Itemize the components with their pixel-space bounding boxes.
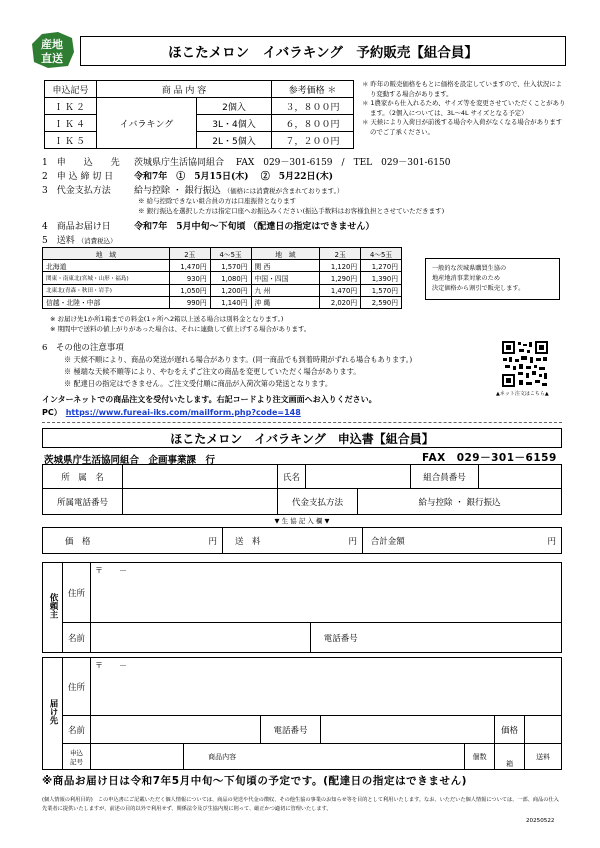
ship-fee-field[interactable]: 送料: [525, 744, 562, 770]
table-row: ＩＫ５ 2L・5個入 ７，２００円: [45, 132, 354, 149]
member-info-table: [42, 464, 562, 489]
price-notes: ＊ 昨年の販売価格をもとに価格を設定していますので、仕入状況により変動する場合があります。 ＊ 1農家から仕入れるため、サイズ等を変更させていただくことがあります。（2個入については、3L〜4L サイズとなる予定） ＊ 天候により入荷日が前後する場合や入荷がなくなる場合がありますのでご了承ください。: [362, 80, 566, 136]
other-heading: 6 その他の注意事項: [42, 343, 124, 353]
requester-phone-label: 電話番号: [311, 623, 371, 653]
section-deadline: 2 申 込 締 切 日 令和7年 ① 5月15日(木) ② 5月22日(木): [42, 172, 334, 182]
form-fax: FAX 029－301－6159: [422, 452, 557, 464]
badge-line2: 直送: [41, 52, 63, 65]
other-notes: 6 その他の注意事項 ※ 天候不順により、商品の発送が遅れる場合があります。(同一商品でも到着時期がずれる場合もあります。) ※ 極端な天候不順等により、やむをえずご注文の商品を変更していただく場合があります。 ※ 配達日の指定はできません。ご注文受付順に商品が入荷次第の発送となります。: [42, 342, 482, 390]
order-code-field[interactable]: [91, 744, 184, 770]
pc-line: PC） https://www.fureai-iks.com/mailform.php?code=148: [42, 408, 301, 417]
cut-line: [42, 422, 562, 423]
section-payment: 3 代金支払方法 給与控除 ・ 銀行振込 （価格には消費税が含まれております。）: [42, 186, 344, 196]
form-title: ほこたメロン イバラキング 申込書【組合員】: [42, 428, 562, 448]
affiliation-field[interactable]: [123, 465, 278, 489]
affiliation-label: 所 属 名: [43, 465, 123, 489]
product-table: [44, 80, 354, 149]
price-label: 価 格: [43, 528, 113, 554]
col-code: 申込記号: [45, 81, 97, 98]
section-delivery: 4 商品お届け日 令和7年 5月中旬〜下旬頃 （配達日の指定はできません）: [42, 222, 375, 232]
document-code: 20250522: [526, 818, 555, 824]
price-field[interactable]: 円: [113, 528, 223, 554]
member-pay-table: [42, 488, 562, 515]
table-row: 信越・北陸・中部 990円 1,140円 沖 縄 2,020円 2,590円: [43, 296, 402, 308]
product-name: イバラキング: [97, 98, 197, 149]
shipping-notes: ※ お届け先1か所1箱までの料金(1ヶ所へ2箱以上送る場合は別料金となります。) ※ 期間中で送料の値上がりがあった場合は、それに連動して値上げする場合があります。: [50, 315, 311, 333]
order-code-label: 申込記号: [63, 744, 91, 770]
address-label: 住所: [63, 563, 91, 623]
recipient-phone-label: 電話番号: [261, 716, 321, 744]
requester-label: 依頼主: [43, 563, 63, 653]
table-row: 北東北(青森・秋田・岩手) 1,050円 1,200円 九 州 1,470円 1,570円: [43, 284, 402, 296]
payment-sub2: ※ 銀行振込を選択した方は指定口座へお振込みください(振込手数料はお客様負担とさせていただきます): [138, 207, 445, 215]
tel-field[interactable]: [123, 489, 278, 515]
shipping-field[interactable]: 円: [273, 528, 363, 554]
name-field[interactable]: [306, 465, 411, 489]
payment-sub1: ※ 給与控除できない組合員の方は口座振替となります: [138, 197, 297, 205]
recipient-address-label: 住所: [63, 658, 91, 716]
total-field[interactable]: 円: [413, 528, 562, 554]
section-applicant: 1 申 込 先 茨城県庁生活協同組合 FAX 029－301-6159 / TEL 029－301-6150: [42, 158, 451, 168]
name-label: 氏名: [278, 465, 306, 489]
page-title: ほこたメロン イバラキング 予約販売【組合員】: [80, 36, 566, 66]
recipient-name-label: 名前: [63, 716, 91, 744]
pay-method-value[interactable]: 給与控除 ・ 銀行振込: [358, 489, 562, 515]
coop-discount-box: 一般的な茨城県購買生協の 地産地消事業対象のため 決定価格から割引で販売します。: [425, 258, 560, 300]
recipient-table: [42, 657, 562, 770]
recipient-name-field[interactable]: [91, 716, 261, 744]
internet-order-note: インターネットでの商品注文を受付いたします。右記コードより注文画面へお入りください。: [42, 395, 377, 404]
section-shipping: 5 送料 （消費税込）: [42, 236, 117, 246]
table-row: 関東・南東北(宮城・山形・福島) 930円 1,080円 中国・四国 1,290円 1,390円: [43, 272, 402, 284]
recipient-label: 届け先: [43, 658, 63, 770]
member-no-field[interactable]: [479, 465, 562, 489]
recipient-phone-field[interactable]: [321, 716, 495, 744]
total-label: 合計金額: [363, 528, 413, 554]
table-row: 北海道 1,470円 1,570円 関 西 1,120円 1,270円: [43, 260, 402, 272]
qr-code[interactable]: [501, 340, 549, 388]
table-row: ＩＫ４ 3L・4個入 ６，８００円: [45, 115, 354, 132]
requester-phone-field[interactable]: [371, 623, 562, 653]
privacy-note: (個人情報の利用目的) この申込書にご記載いただく個人情報については、商品の発送や代金の徴収、その他生協の事業のお知らせ等を目的として利用いたします。なお、いただいた個人情報については、一部、商品の仕入先業者に提供いたしますが、前述の目的以外で利用せず、関係法令及び生協内規に則って、厳正かつ適切に管理いたします。: [42, 797, 559, 812]
member-no-label: 組合員番号: [411, 465, 479, 489]
qr-code-graphic: [501, 340, 549, 388]
product-label: 商品内容: [183, 744, 260, 770]
coop-entry-label: ▼ 生 協 記 入 欄 ▼: [274, 517, 330, 525]
price-table: [42, 527, 562, 554]
qr-caption: ▲ネット注文はこちら▲: [496, 391, 549, 397]
badge-line1: 産地: [41, 38, 63, 51]
requester-name-field[interactable]: [91, 623, 311, 653]
order-url-link[interactable]: https://www.fureai-iks.com/mailform.php?code=148: [65, 408, 301, 417]
recipient-address-field[interactable]: 〒 －: [91, 658, 562, 716]
col-price: 参考価格 ＊: [272, 81, 354, 98]
shipping-table: 地 域 2玉 4〜5玉 地 域 2玉 4〜5玉 北海道 1,470円 1,570円 関 西 1,120円 1,270円 関東・南東北(宮城・山形・福島) 930円 1,080円 中国・四国 1,290円 1,390円 北東北(青森・秋田・岩手) 1,050円 1,200円 九 州 1,470円 1,570円 信越・北陸・中部 990円 1,140円 沖 縄 2,020円 2,590円: [42, 247, 402, 309]
form-department: 茨城県庁生活協同組合 企画事業課 行: [44, 455, 216, 466]
delivery-note: ※商品お届け日は令和7年5月中旬〜下旬頃の予定です。(配達日の指定はできません): [42, 775, 468, 787]
pay-method-label: 代金支払方法: [278, 489, 358, 515]
shipping-label: 送 料: [223, 528, 273, 554]
origin-badge: [28, 30, 76, 70]
badge-graphic: [28, 30, 76, 70]
product-field[interactable]: [261, 744, 465, 770]
unit-price-label: 価格: [495, 716, 525, 744]
qty-field[interactable]: 箱: [495, 744, 525, 770]
qty-label: 個数: [465, 744, 495, 770]
col-content: 商 品 内 容: [97, 81, 272, 98]
table-row: ＩＫ２ イバラキング 2個入 ３，８００円: [45, 98, 354, 115]
tel-label: 所属電話番号: [43, 489, 123, 515]
requester-address-field[interactable]: 〒 －: [91, 563, 562, 623]
requester-name-label: 名前: [63, 623, 91, 653]
unit-price-field[interactable]: [525, 716, 562, 744]
requester-table: [42, 562, 562, 653]
